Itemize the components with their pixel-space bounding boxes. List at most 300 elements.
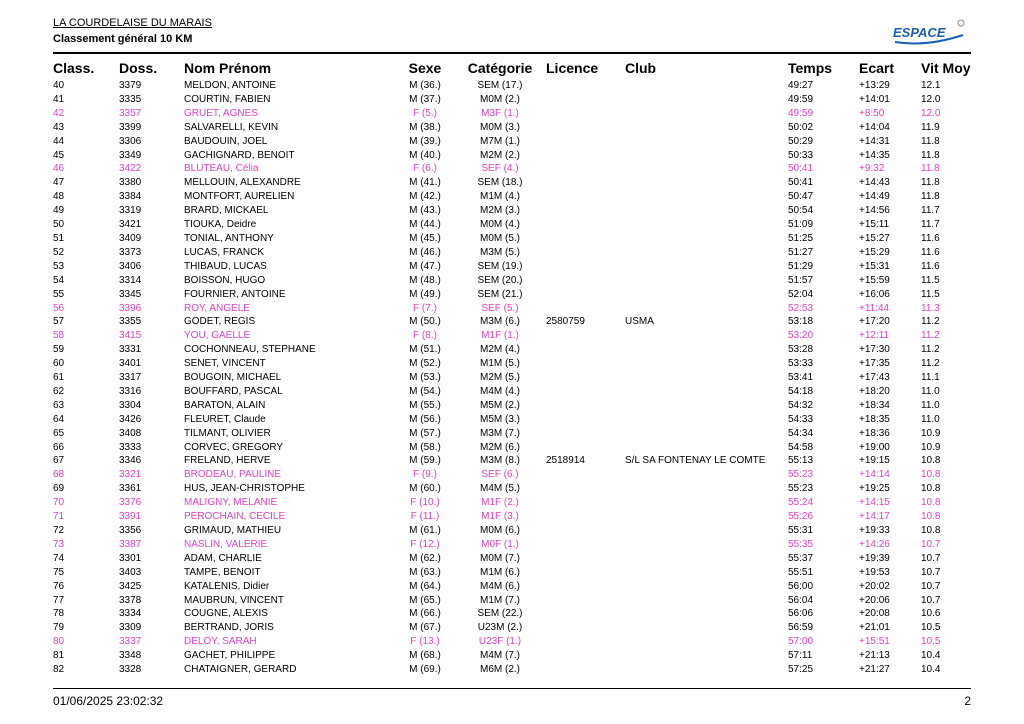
table-row xyxy=(53,218,971,232)
cell-time: 53:20 xyxy=(788,330,814,342)
cell-speed: 10.4 xyxy=(921,664,941,676)
cell-rank: 78 xyxy=(53,608,65,620)
cell-cat: SEM (20.) xyxy=(477,274,523,286)
cell-rank: 77 xyxy=(53,594,65,606)
cell-cat: SEF (4.) xyxy=(481,163,519,175)
cell-name: MONTFORT, AURELIEN xyxy=(184,191,295,203)
cell-gap: +15:59 xyxy=(859,274,890,286)
cell-cat: M1M (4.) xyxy=(480,191,520,203)
cell-gap: +16:06 xyxy=(859,288,890,300)
event-title: LA COURDELAISE DU MARAIS xyxy=(53,17,212,29)
cell-bib: 3309 xyxy=(119,622,142,634)
cell-time: 51:25 xyxy=(788,232,814,244)
cell-bib: 3361 xyxy=(119,483,142,495)
cell-rank: 59 xyxy=(53,344,65,356)
cell-time: 55:31 xyxy=(788,525,814,536)
cell-club xyxy=(625,246,788,260)
table-row xyxy=(53,288,971,302)
cell-bib: 3345 xyxy=(119,288,142,300)
cell-club xyxy=(625,288,788,302)
cell-gap: +17:20 xyxy=(859,316,890,328)
table-row xyxy=(53,607,971,621)
column-header: Licence xyxy=(546,60,599,76)
cell-name: ADAM, CHARLIE xyxy=(184,552,262,564)
cell-cat: M0M (3.) xyxy=(480,121,520,133)
cell-licence xyxy=(546,621,625,635)
cell-gap: +14:14 xyxy=(859,469,890,481)
cell-gap: +20:08 xyxy=(859,608,890,620)
cell-rank: 66 xyxy=(53,441,65,453)
cell-cat: M0M (5.) xyxy=(480,232,520,244)
cell-name: SALVARELLI, KEVIN xyxy=(184,121,279,133)
cell-club xyxy=(625,580,788,594)
cell-sex: M (61.) xyxy=(409,525,441,536)
cell-speed: 11.5 xyxy=(921,274,940,286)
cell-bib: 3349 xyxy=(119,149,142,161)
cell-speed: 10.8 xyxy=(921,483,941,495)
cell-rank: 45 xyxy=(53,149,65,161)
cell-speed: 10.8 xyxy=(921,455,941,467)
cell-bib: 3317 xyxy=(119,372,142,384)
cell-name: BAUDOUIN, JOEL xyxy=(184,135,268,147)
cell-speed: 10.6 xyxy=(921,608,941,620)
cell-cat: M1M (7.) xyxy=(480,594,520,606)
table-row xyxy=(53,385,971,399)
cell-licence xyxy=(546,524,625,538)
cell-gap: +19:39 xyxy=(859,552,890,564)
cell-licence xyxy=(546,204,625,218)
cell-rank: 46 xyxy=(53,163,65,175)
cell-gap: +17:43 xyxy=(859,372,890,384)
cell-sex: M (38.) xyxy=(409,121,441,133)
cell-name: BOUFFARD, PASCAL xyxy=(184,385,283,397)
cell-licence xyxy=(546,468,625,482)
footer-timestamp: 01/06/2025 23:02:32 xyxy=(53,694,164,708)
cell-time: 53:28 xyxy=(788,344,814,356)
cell-name: GRIMAUD, MATHIEU xyxy=(184,525,282,536)
logo-dot-icon xyxy=(958,20,964,26)
cell-cat: M5M (2.) xyxy=(480,399,520,411)
cell-cat: M1M (5.) xyxy=(480,358,520,370)
cell-cat: SEF (6.) xyxy=(481,469,519,481)
cell-name: COUGNE, ALEXIS xyxy=(184,608,268,620)
cell-rank: 68 xyxy=(53,469,65,481)
cell-club xyxy=(625,135,788,149)
table-row xyxy=(53,468,971,482)
cell-licence xyxy=(546,371,625,385)
cell-bib: 3357 xyxy=(119,107,142,119)
cell-cat: M3M (7.) xyxy=(480,427,520,439)
cell-time: 53:18 xyxy=(788,316,814,328)
cell-sex: F (10.) xyxy=(410,497,440,509)
cell-rank: 72 xyxy=(53,525,65,536)
cell-bib: 3337 xyxy=(119,636,142,648)
cell-bib: 3355 xyxy=(119,316,142,328)
cell-name: TIOUKA, Deidre xyxy=(184,219,257,231)
column-header: Catégorie xyxy=(467,60,533,76)
cell-cat: SEM (18.) xyxy=(477,177,523,189)
cell-time: 55:37 xyxy=(788,552,814,564)
cell-time: 56:59 xyxy=(788,622,814,634)
cell-speed: 11.6 xyxy=(921,260,940,272)
cell-rank: 71 xyxy=(53,511,65,523)
cell-time: 51:57 xyxy=(788,274,814,286)
cell-time: 50:29 xyxy=(788,135,814,147)
cell-sex: F (9.) xyxy=(413,469,437,481)
table-row xyxy=(53,621,971,635)
cell-sex: M (62.) xyxy=(409,552,441,564)
cell-time: 57:00 xyxy=(788,636,814,648)
table-row xyxy=(53,427,971,441)
logo-text: ESPACE xyxy=(893,25,946,40)
cell-bib: 3401 xyxy=(119,358,142,370)
cell-sex: M (55.) xyxy=(409,399,441,411)
cell-sex: M (58.) xyxy=(409,441,441,453)
cell-rank: 65 xyxy=(53,427,65,439)
cell-bib: 3348 xyxy=(119,650,142,662)
cell-cat: M0M (2.) xyxy=(480,93,520,105)
cell-sex: M (65.) xyxy=(409,594,441,606)
cell-licence xyxy=(546,357,625,371)
cell-club xyxy=(625,218,788,232)
cell-gap: +17:30 xyxy=(859,344,890,356)
cell-bib: 3426 xyxy=(119,413,142,425)
cell-rank: 52 xyxy=(53,246,65,258)
cell-name: BRARD, MICKAEL xyxy=(184,205,269,217)
cell-cat: SEF (5.) xyxy=(481,302,519,314)
cell-speed: 10.8 xyxy=(921,497,941,509)
cell-rank: 44 xyxy=(53,135,65,147)
cell-gap: +21:13 xyxy=(859,650,890,662)
cell-time: 50:41 xyxy=(788,177,814,189)
cell-sex: M (50.) xyxy=(409,316,441,328)
cell-time: 54:34 xyxy=(788,427,814,439)
table-row xyxy=(53,663,971,677)
cell-gap: +14:17 xyxy=(859,511,890,523)
cell-cat: M0M (6.) xyxy=(480,525,520,536)
cell-speed: 11.2 xyxy=(921,330,940,342)
cell-rank: 82 xyxy=(53,664,65,676)
cell-licence xyxy=(546,162,625,176)
table-row xyxy=(53,274,971,288)
cell-bib: 3373 xyxy=(119,246,142,258)
table-row xyxy=(53,79,971,93)
cell-gap: +14:15 xyxy=(859,497,890,509)
cell-rank: 74 xyxy=(53,552,65,564)
cell-rank: 80 xyxy=(53,636,65,648)
cell-speed: 11.2 xyxy=(921,358,940,370)
cell-licence xyxy=(546,635,625,649)
cell-bib: 3406 xyxy=(119,260,142,272)
cell-sex: M (43.) xyxy=(409,205,441,217)
cell-cat: M0M (7.) xyxy=(480,552,520,564)
cell-sex: M (36.) xyxy=(409,80,441,91)
cell-time: 54:18 xyxy=(788,385,814,397)
cell-time: 51:09 xyxy=(788,219,814,231)
cell-gap: +19:33 xyxy=(859,525,890,536)
cell-name: MAUBRUN, VINCENT xyxy=(184,594,285,606)
cell-club xyxy=(625,621,788,635)
cell-name: BOUGOIN, MICHAEL xyxy=(184,372,282,384)
cell-club xyxy=(625,468,788,482)
cell-speed: 12.1 xyxy=(921,80,941,91)
cell-bib: 3376 xyxy=(119,497,142,509)
cell-club xyxy=(625,343,788,357)
cell-gap: +14:04 xyxy=(859,121,890,133)
cell-time: 50:02 xyxy=(788,121,814,133)
cell-time: 49:59 xyxy=(788,107,814,119)
table-row xyxy=(53,580,971,594)
cell-rank: 64 xyxy=(53,413,65,425)
cell-sex: M (66.) xyxy=(409,608,441,620)
cell-club xyxy=(625,302,788,316)
cell-name: THIBAUD, LUCAS xyxy=(184,260,267,272)
cell-rank: 56 xyxy=(53,302,65,314)
cell-time: 54:58 xyxy=(788,441,814,453)
table-row xyxy=(53,343,971,357)
cell-sex: M (54.) xyxy=(409,385,441,397)
results-table xyxy=(53,57,971,677)
cell-licence xyxy=(546,232,625,246)
cell-time: 50:54 xyxy=(788,205,814,217)
cell-time: 55:35 xyxy=(788,538,814,550)
table-row xyxy=(53,107,971,121)
cell-sex: F (8.) xyxy=(413,330,437,342)
cell-club: USMA xyxy=(625,316,654,328)
cell-name: MELLOUIN, ALEXANDRE xyxy=(184,177,301,189)
cell-gap: +14:31 xyxy=(859,135,890,147)
cell-sex: M (37.) xyxy=(409,93,441,105)
cell-sex: M (52.) xyxy=(409,358,441,370)
cell-bib: 3328 xyxy=(119,664,142,676)
cell-name: BOISSON, HUGO xyxy=(184,274,266,286)
cell-gap: +18:20 xyxy=(859,385,890,397)
cell-gap: +14:35 xyxy=(859,149,890,161)
cell-speed: 11.0 xyxy=(921,413,940,425)
cell-cat: M6M (2.) xyxy=(480,664,520,676)
cell-rank: 69 xyxy=(53,483,65,495)
table-row xyxy=(53,552,971,566)
cell-name: LUCAS, FRANCK xyxy=(184,246,265,258)
cell-club xyxy=(625,149,788,163)
cell-club: S/L SA FONTENAY LE COMTE xyxy=(625,455,766,467)
cell-club xyxy=(625,204,788,218)
cell-club xyxy=(625,635,788,649)
cell-rank: 51 xyxy=(53,232,65,244)
cell-club xyxy=(625,93,788,107)
cell-licence xyxy=(546,149,625,163)
cell-club xyxy=(625,232,788,246)
cell-licence xyxy=(546,649,625,663)
table-row xyxy=(53,413,971,427)
table-body xyxy=(53,79,971,677)
cell-rank: 42 xyxy=(53,107,65,119)
cell-speed: 11.5 xyxy=(921,288,940,300)
cell-cat: M4M (6.) xyxy=(480,580,520,592)
cell-sex: M (46.) xyxy=(409,246,441,258)
cell-bib: 3380 xyxy=(119,177,142,189)
cell-cat: SEM (19.) xyxy=(477,260,523,272)
cell-rank: 67 xyxy=(53,455,65,467)
table-row xyxy=(53,260,971,274)
table-row xyxy=(53,329,971,343)
cell-gap: +14:49 xyxy=(859,191,890,203)
cell-name: GACHET, PHILIPPE xyxy=(184,650,276,662)
cell-bib: 3403 xyxy=(119,566,142,578)
cell-licence xyxy=(546,441,625,455)
column-header: Sexe xyxy=(408,60,442,76)
cell-speed: 11.0 xyxy=(921,399,940,411)
cell-rank: 81 xyxy=(53,650,65,662)
cell-club xyxy=(625,274,788,288)
cell-name: ROY, ANGELE xyxy=(184,302,250,314)
cell-cat: SEM (21.) xyxy=(477,288,523,300)
cell-club xyxy=(625,427,788,441)
cell-sex: M (63.) xyxy=(409,566,441,578)
cell-club xyxy=(625,413,788,427)
cell-sex: M (49.) xyxy=(409,288,441,300)
cell-speed: 10.9 xyxy=(921,427,941,439)
cell-sex: F (5.) xyxy=(413,107,437,119)
cell-cat: M1M (6.) xyxy=(480,566,520,578)
cell-rank: 49 xyxy=(53,205,65,217)
cell-speed: 10.8 xyxy=(921,469,941,481)
cell-bib: 3321 xyxy=(119,469,142,481)
table-row xyxy=(53,649,971,663)
cell-name: TONIAL, ANTHONY xyxy=(184,232,274,244)
table-row xyxy=(53,482,971,496)
cell-speed: 11.7 xyxy=(921,219,940,231)
cell-sex: M (56.) xyxy=(409,413,441,425)
cell-club xyxy=(625,594,788,608)
espace-logo xyxy=(887,17,969,47)
cell-bib: 3399 xyxy=(119,121,142,133)
cell-speed: 10.7 xyxy=(921,566,941,578)
cell-name: HUS, JEAN-CHRISTOPHE xyxy=(184,483,305,495)
column-header: Nom Prénom xyxy=(184,60,272,76)
cell-club xyxy=(625,552,788,566)
cell-club xyxy=(625,357,788,371)
cell-name: BRODEAU, PAULINE xyxy=(184,469,282,481)
cell-bib: 3421 xyxy=(119,219,142,231)
cell-rank: 63 xyxy=(53,399,65,411)
cell-licence xyxy=(546,329,625,343)
cell-sex: M (57.) xyxy=(409,427,441,439)
cell-sex: M (39.) xyxy=(409,135,441,147)
cell-licence xyxy=(546,190,625,204)
cell-gap: +14:01 xyxy=(859,93,890,105)
cell-speed: 11.8 xyxy=(921,135,940,147)
cell-gap: +14:43 xyxy=(859,177,890,189)
cell-rank: 57 xyxy=(53,316,65,328)
cell-licence xyxy=(546,496,625,510)
cell-bib: 3346 xyxy=(119,455,142,467)
cell-bib: 3422 xyxy=(119,163,142,175)
cell-bib: 3331 xyxy=(119,344,142,356)
cell-rank: 75 xyxy=(53,566,65,578)
cell-speed: 11.8 xyxy=(921,191,940,203)
cell-name: MALIGNY, MELANIE xyxy=(184,497,278,509)
cell-club xyxy=(625,649,788,663)
cell-speed: 11.6 xyxy=(921,232,940,244)
cell-licence xyxy=(546,176,625,190)
table-row xyxy=(53,302,971,316)
cell-bib: 3319 xyxy=(119,205,142,217)
cell-name: BERTRAND, JORIS xyxy=(184,622,274,634)
cell-gap: +11:44 xyxy=(859,302,890,314)
cell-gap: +8:50 xyxy=(859,107,885,119)
cell-sex: M (48.) xyxy=(409,274,441,286)
table-row xyxy=(53,371,971,385)
cell-time: 49:59 xyxy=(788,93,814,105)
cell-time: 55:26 xyxy=(788,511,814,523)
cell-speed: 10.8 xyxy=(921,525,941,536)
cell-club xyxy=(625,79,788,93)
cell-rank: 40 xyxy=(53,80,65,91)
cell-sex: M (47.) xyxy=(409,260,441,272)
cell-gap: +18:34 xyxy=(859,399,890,411)
cell-gap: +15:11 xyxy=(859,219,890,231)
cell-name: BARATON, ALAIN xyxy=(184,399,266,411)
cell-bib: 3306 xyxy=(119,135,142,147)
cell-gap: +19:00 xyxy=(859,441,890,453)
table-row xyxy=(53,566,971,580)
cell-club xyxy=(625,524,788,538)
cell-bib: 3333 xyxy=(119,441,142,453)
cell-gap: +19:15 xyxy=(859,455,890,467)
cell-gap: +19:25 xyxy=(859,483,890,495)
cell-bib: 3408 xyxy=(119,427,142,439)
cell-bib: 3314 xyxy=(119,274,142,286)
cell-time: 49:27 xyxy=(788,80,814,91)
cell-name: COURTIN, FABIEN xyxy=(184,93,271,105)
cell-licence xyxy=(546,538,625,552)
cell-sex: F (12.) xyxy=(410,538,440,550)
table-row xyxy=(53,635,971,649)
cell-cat: M5M (3.) xyxy=(480,413,520,425)
cell-name: NASLIN, VALERIE xyxy=(184,538,268,550)
cell-gap: +14:26 xyxy=(859,538,890,550)
cell-bib: 3387 xyxy=(119,538,142,550)
cell-cat: M0F (1.) xyxy=(481,538,519,550)
cell-licence xyxy=(546,385,625,399)
column-header: Doss. xyxy=(119,60,158,76)
cell-sex: M (59.) xyxy=(409,455,441,467)
cell-bib: 3335 xyxy=(119,93,142,105)
cell-bib: 3356 xyxy=(119,525,142,536)
cell-cat: M3M (8.) xyxy=(480,455,520,467)
cell-time: 53:33 xyxy=(788,358,814,370)
cell-sex: M (44.) xyxy=(409,219,441,231)
cell-licence xyxy=(546,302,625,316)
cell-name: TAMPE, BENOIT xyxy=(184,566,261,578)
cell-gap: +12:11 xyxy=(859,330,890,342)
cell-club xyxy=(625,121,788,135)
cell-sex: M (40.) xyxy=(409,149,441,161)
cell-speed: 11.3 xyxy=(921,302,940,314)
cell-club xyxy=(625,496,788,510)
cell-rank: 79 xyxy=(53,622,65,634)
cell-cat: M3M (6.) xyxy=(480,316,520,328)
cell-sex: F (7.) xyxy=(413,302,437,314)
cell-cat: M1F (2.) xyxy=(481,497,519,509)
cell-speed: 11.6 xyxy=(921,246,940,258)
table-row xyxy=(53,538,971,552)
cell-rank: 48 xyxy=(53,191,65,203)
cell-name: FOURNIER, ANTOINE xyxy=(184,288,286,300)
cell-licence xyxy=(546,482,625,496)
table-row xyxy=(53,524,971,538)
